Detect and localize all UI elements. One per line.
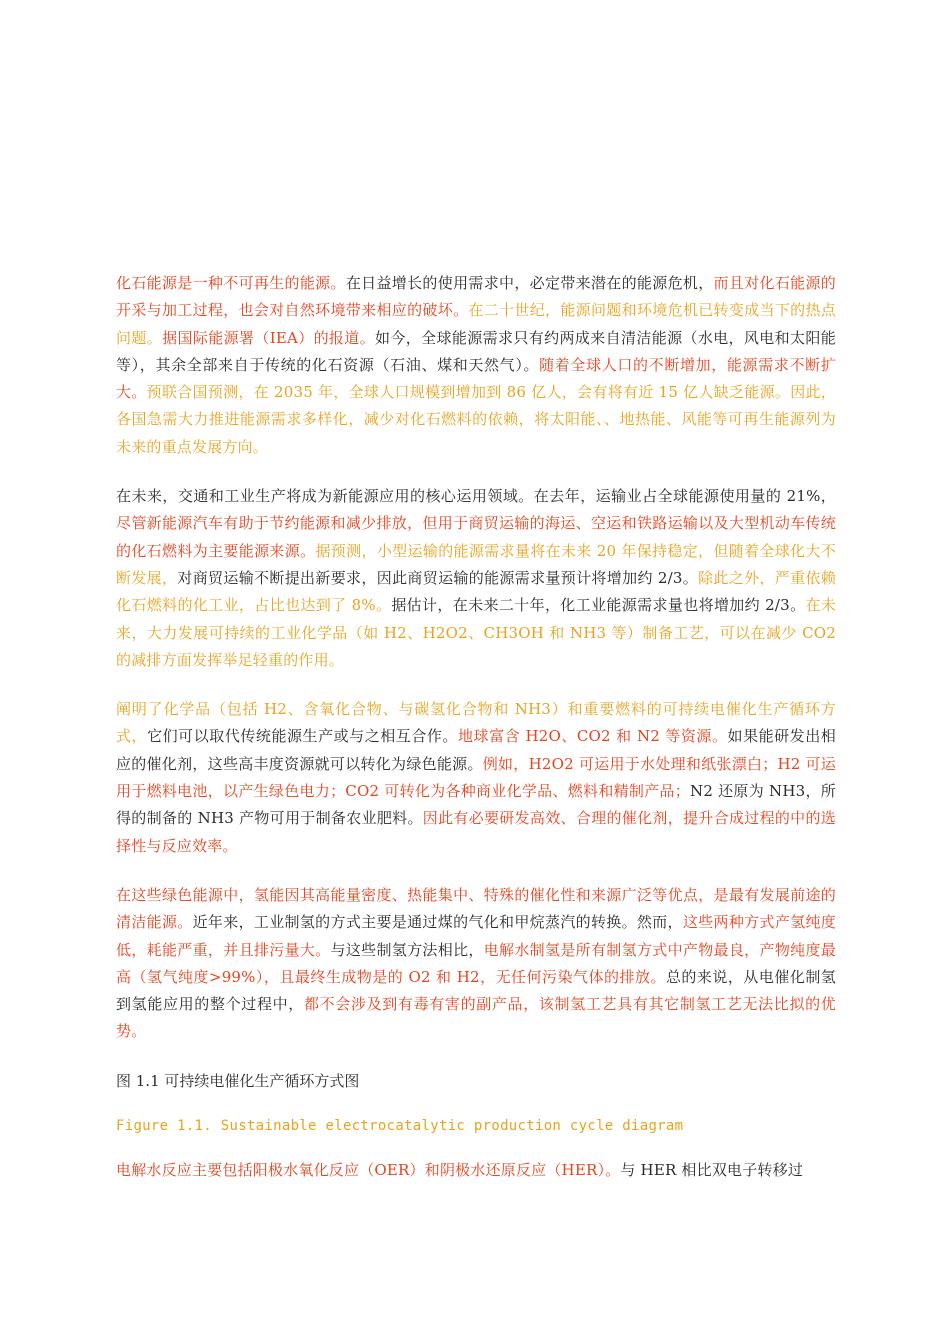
text-segment: 例如，H2O2 可运用于水处理和纸张漂白；H2 可运用于燃料电池，以产生绿色电力；CO2 可转化为各种商业化学品、燃料和精制产品； <box>116 754 837 801</box>
figure-caption-english: Figure 1.1. Sustainable electrocatalytic production cycle diagram <box>116 1117 684 1134</box>
text-segment: 在未来，交通和工业生产将成为新能源应用的核心运用领域。在去年，运输业占全球能源使用量的 21%， <box>116 487 836 506</box>
paragraph-water-electrolysis <box>116 1157 836 1184</box>
text-segment: 近年来，工业制氢的方式主要是通过煤的气化和甲烷蒸汽的转换。然而， <box>192 913 683 932</box>
text-segment: 据国际能源署（IEA）的报道。 <box>162 328 376 347</box>
text-segment: 在二十世纪，能源问题和环境危机已转变成当下的热点问题。 <box>116 301 836 347</box>
document-page <box>116 270 836 1206</box>
text-segment: 因此有必要研发高效、合理的催化剂，提升合成过程的中的选择性与反应效率。 <box>116 809 837 855</box>
text-segment: 地球富含 H2O、CO2 和 N2 等资源。 <box>457 727 728 746</box>
text-segment: 这些两种方式产氢纯度低，耗能严重，并且排污量大。 <box>116 913 836 959</box>
text-segment: 与这些制氢方法相比， <box>330 940 484 959</box>
figure-caption-chinese: 图 1.1 可持续电催化生产循环方式图 <box>116 1071 360 1090</box>
text-segment: 化石能源是一种不可再生的能源。 <box>116 274 346 292</box>
text-segment: 阐明了化学品（包括 H2、含氧化合物、与碳氢化合物和 NH3）和重要燃料的可持续电催化生产循环方式， <box>116 700 836 746</box>
text-segment: 据预测，小型运输的能源需求量将在未来 20 年保持稳定，但随着全球化大不断发展， <box>116 541 837 587</box>
text-segment: 据估计，在未来二十年，化工业能源需求量也将增加约 2/3。 <box>391 596 806 615</box>
text-segment: 总的来说，从电催化制氢到氢能应用的整个过程中， <box>116 967 837 1014</box>
text-segment: 除此之外，严重依赖化石燃料的化工业，占比也达到了 8%。 <box>116 568 836 615</box>
text-segment: 随着全球人口的不断增加，能源需求不断扩大。 <box>116 355 836 402</box>
paragraph-transport-industry <box>116 483 836 674</box>
text-segment: 它们可以取代传统能源生产或与之相互合作。 <box>147 727 458 746</box>
paragraph-hydrogen-energy <box>116 882 836 1046</box>
paragraph-electrocatalysis <box>116 696 836 860</box>
text-segment: 对商贸运输不断提出新要求，因此商贸运输的能源需求量预计将增加约 2/3。 <box>177 568 699 587</box>
text-segment: 如今，全球能源需求只有约两成来自清洁能源（水电，风电和太阳能等），其余全部来自于传统的化石资源（石油、煤和天然气）。 <box>116 328 836 374</box>
text-segment: 如果能研发出相应的催化剂，这些高丰度资源就可以转化为绿色能源。 <box>116 727 836 773</box>
text-segment: 在这些绿色能源中，氢能因其高能量密度、热能集中、特殊的催化性和来源广泛等优点，是最有发展前途的清洁能源。 <box>116 885 836 932</box>
text-segment: 在未来，大力发展可持续的工业化学品（如 H2、H2O2、CH3OH 和 NH3 等）制备工艺，可以在减少 CO2 的减排方面发挥举足轻重的作用。 <box>116 596 837 669</box>
text-segment: 在日益增长的使用需求中，必定带来潜在的能源危机， <box>345 274 714 292</box>
text-segment: 电解水反应主要包括阳极水氧化反应（OER）和阴极水还原反应（HER）。 <box>116 1160 621 1179</box>
text-segment: 预联合国预测，在 2035 年，全球人口规模到增加到 86 亿人，会有将有近 15 亿人缺乏能源。因此，各国急需大力推进能源需求多样化，减少对化石燃料的依赖，将太阳能、、地热能、风能等可再生能源列为未来的重点发展方向。 <box>116 383 836 456</box>
text-segment: 都不会涉及到有毒有害的副产品，该制氢工艺具有其它制氢工艺无法比拟的优势。 <box>116 995 836 1041</box>
text-segment: 尽管新能源汽车有助于节约能源和减少排放，但用于商贸运输的海运、空运和铁路运输以及大型机动车传统的化石燃料为主要能源来源。 <box>116 514 836 560</box>
text-segment: 而且对化石能源的开采与加工过程，也会对自然环境带来相应的破坏。 <box>116 274 836 320</box>
text-segment: 与 HER 相比双电子转移过 <box>620 1160 804 1179</box>
paragraph-fossil-energy <box>116 270 836 461</box>
text-segment: N2 还原为 NH3，所得的制备的 NH3 产物可用于制备农业肥料。 <box>116 782 836 828</box>
text-segment: 电解水制氢是所有制氢方式中产物最良，产物纯度最高（氢气纯度>99%），且最终生成物是的 O2 和 H2，无任何污染气体的排放。 <box>116 940 836 986</box>
